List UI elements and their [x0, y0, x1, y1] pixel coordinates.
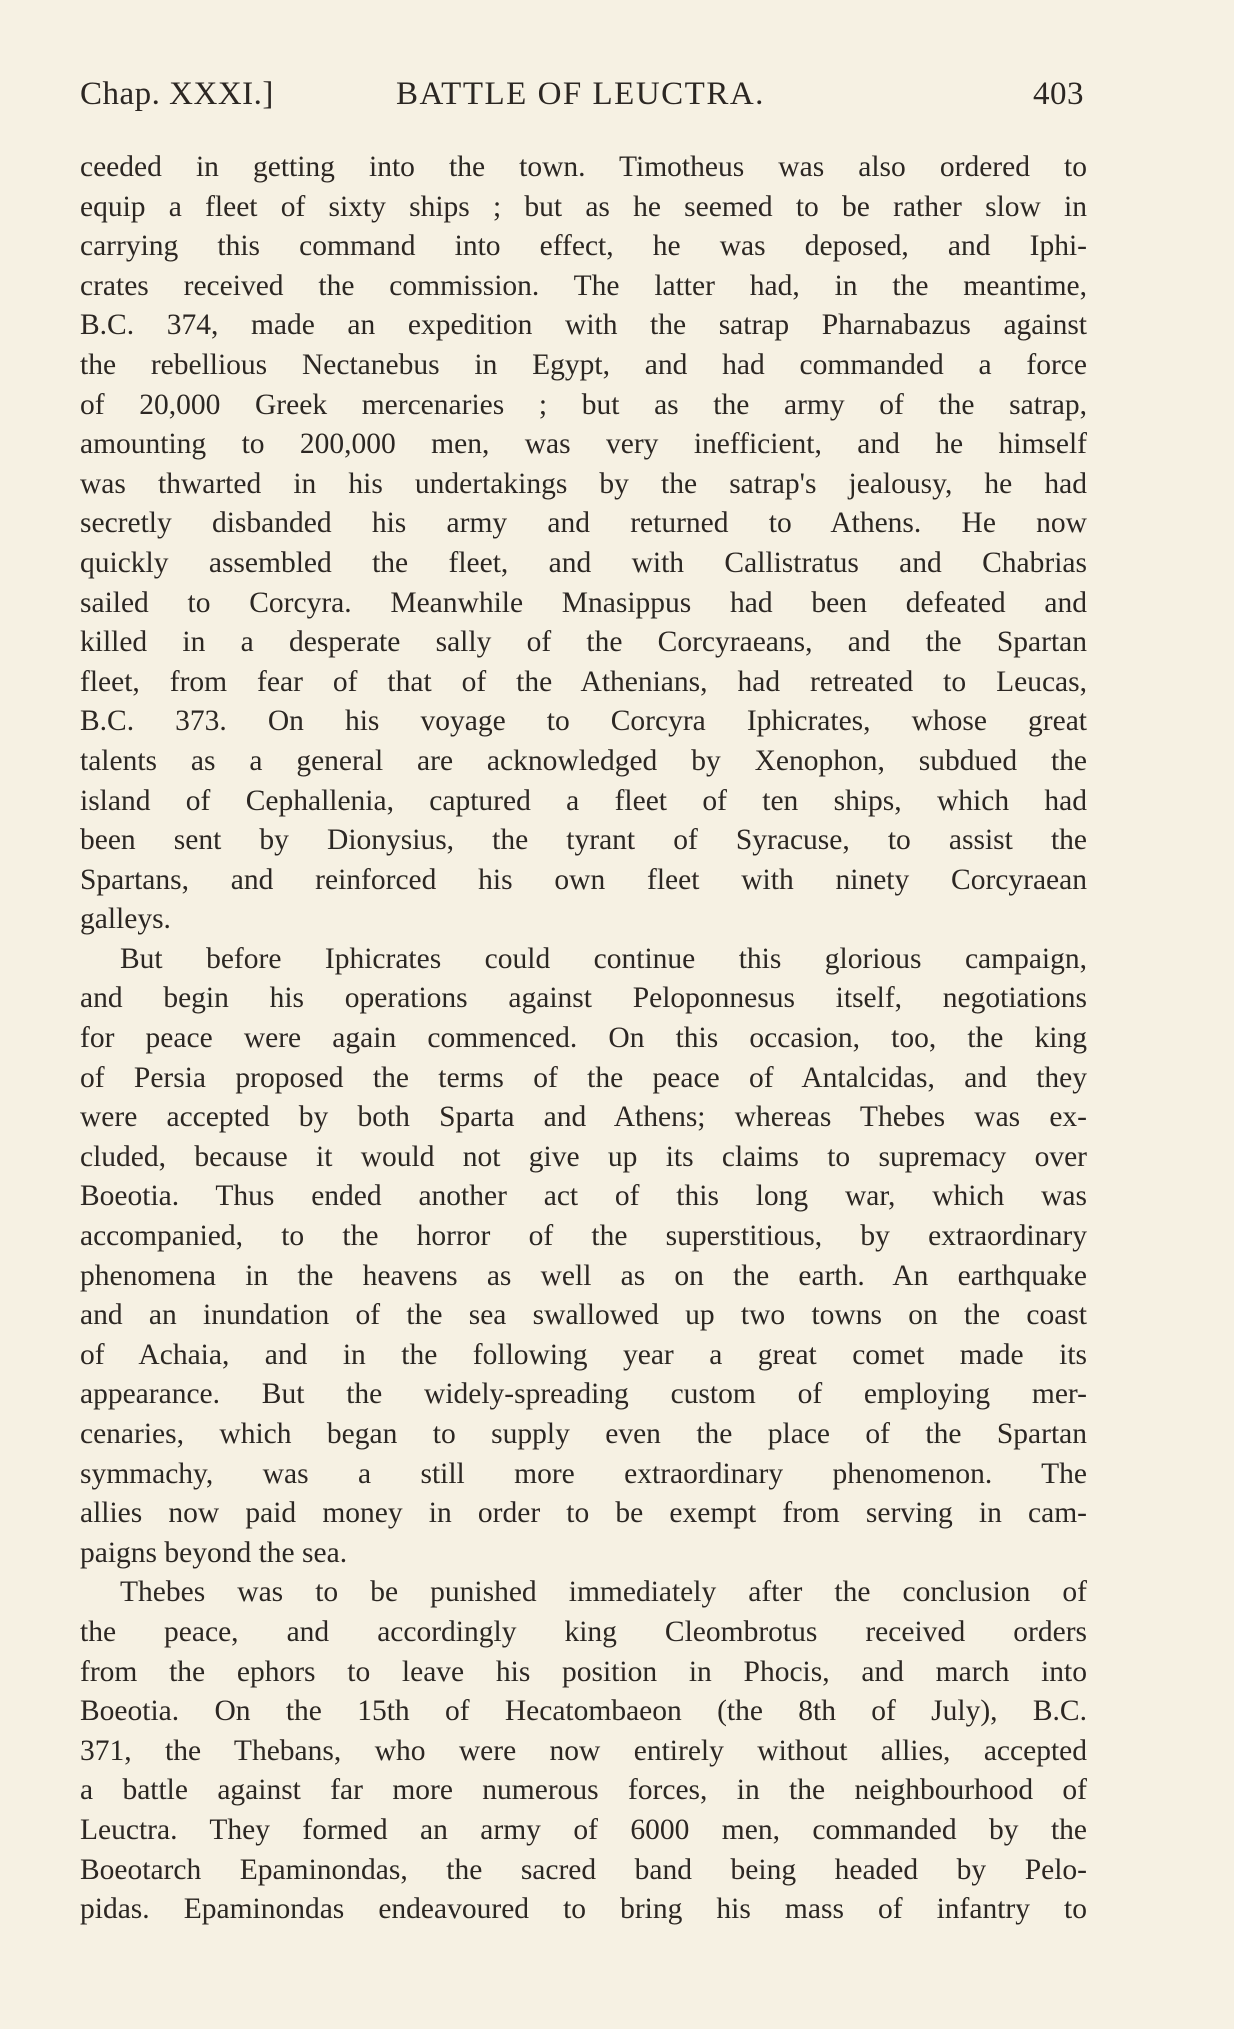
text-line: Boeotia. Thus ended another act of this long war, which was [80, 1180, 1087, 1213]
text-line: But before Iphicrates could continue this glorious campaign, [120, 942, 1087, 975]
text-line: symmachy, was a still more extraordinary phenomenon. The [80, 1457, 1087, 1490]
text-line: the peace, and accordingly king Cleombrotus received orders [80, 1615, 1087, 1648]
text-line: Spartans, and reinforced his own fleet with ninety Corcyraean [80, 863, 1087, 896]
text-line: crates received the commission. The latter had, in the meantime, [80, 269, 1087, 302]
text-line: allies now paid money in order to be exempt from serving in cam- [80, 1497, 1087, 1530]
text-line: of Persia proposed the terms of the peace of Antalcidas, and they [80, 1061, 1087, 1094]
text-line: B.C. 373. On his voyage to Corcyra Iphicrates, whose great [80, 705, 1087, 738]
text-line: cenaries, which began to supply even the place of the Spartan [80, 1418, 1087, 1450]
text-line: quickly assembled the fleet, and with Callistratus and Chabrias [80, 546, 1087, 579]
text-line: Leuctra. They formed an army of 6000 men, commanded by the [80, 1813, 1087, 1846]
text-line: equip a fleet of sixty ships ; but as he seemed to be rather slow in [80, 190, 1087, 223]
text-line: fleet, from fear of that of the Athenians, had retreated to Leucas, [80, 665, 1087, 698]
text-line: Boeotarch Epaminondas, the sacred band being headed by Pelo- [80, 1853, 1087, 1886]
text-line: of 20,000 Greek mercenaries ; but as the army of the satrap, [80, 388, 1087, 421]
text-line: for peace were again commenced. On this occasion, too, the king [80, 1022, 1087, 1055]
text-line: of Achaia, and in the following year a great comet made its [80, 1338, 1087, 1371]
text-line: Thebes was to be punished immediately after the conclusion of [120, 1576, 1087, 1609]
text-line: B.C. 374, made an expedition with the satrap Pharnabazus against [80, 309, 1087, 342]
text-line: pidas. Epaminondas endeavoured to bring his mass of infantry to [80, 1893, 1087, 1926]
text-line: been sent by Dionysius, the tyrant of Syracuse, to assist the [80, 824, 1087, 857]
text-line: were accepted by both Sparta and Athens; whereas Thebes was ex- [80, 1101, 1087, 1134]
text-line: a battle against far more numerous forces, in the neighbourhood of [80, 1774, 1087, 1807]
text-line: and begin his operations against Peloponnesus itself, negotiations [80, 982, 1087, 1015]
text-line: cluded, because it would not give up its claims to supremacy over [80, 1140, 1087, 1173]
text-line: phenomena in the heavens as well as on the earth. An earthquake [80, 1259, 1087, 1292]
running-title: BATTLE OF LEUCTRA. [396, 76, 765, 112]
text-line: sailed to Corcyra. Meanwhile Mnasippus had been defeated and [80, 586, 1087, 619]
running-header [80, 76, 1084, 122]
text-line: talents as a general are acknowledged by Xenophon, subdued the [80, 744, 1087, 777]
text-line: from the ephors to leave his position in Phocis, and march into [80, 1655, 1087, 1688]
text-line: Boeotia. On the 15th of Hecatombaeon (the 8th of July), B.C. [80, 1695, 1087, 1728]
text-line: paigns beyond the sea. [80, 1536, 348, 1569]
text-line: the rebellious Nectanebus in Egypt, and had commanded a force [80, 348, 1087, 381]
text-line: killed in a desperate sally of the Corcyraeans, and the Spartan [80, 626, 1087, 659]
text-line: secretly disbanded his army and returned to Athens. He now [80, 507, 1087, 540]
text-line: and an inundation of the sea swallowed up two towns on the coast [80, 1299, 1087, 1332]
body-text [80, 148, 1087, 1930]
text-line: island of Cephallenia, captured a fleet of ten ships, which had [80, 784, 1087, 817]
text-line: carrying this command into effect, he was deposed, and Iphi- [80, 230, 1087, 263]
text-line: appearance. But the widely-spreading custom of employing mer- [80, 1378, 1087, 1411]
chapter-label: Chap. XXXI.] [80, 76, 274, 112]
text-line: 371, the Thebans, who were now entirely without allies, accepted [80, 1734, 1087, 1767]
page-number: 403 [1033, 76, 1084, 112]
text-line: galleys. [80, 903, 171, 936]
text-line: accompanied, to the horror of the superstitious, by extraordinary [80, 1220, 1087, 1253]
text-line: amounting to 200,000 men, was very inefficient, and he himself [80, 428, 1087, 461]
text-line: was thwarted in his undertakings by the satrap's jealousy, he had [80, 467, 1087, 500]
text-line: ceeded in getting into the town. Timotheus was also ordered to [80, 151, 1087, 183]
